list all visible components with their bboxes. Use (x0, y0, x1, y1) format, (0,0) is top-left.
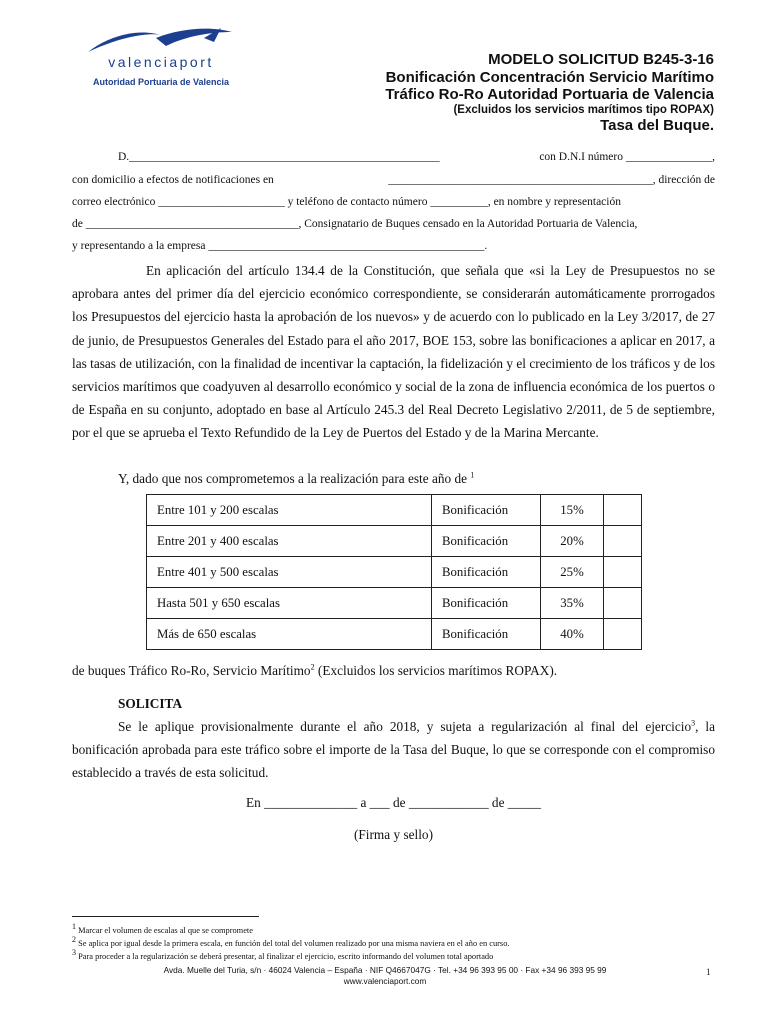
footnote-text: Se aplica por igual desde la primera escala, en función del total del volumen realizado por una misma naviera en el año en curso. (78, 939, 510, 948)
title-exclusion-note: (Excluidos los servicios marítimos tipo ROPAX) (453, 104, 714, 116)
range-cell: Hasta 501 y 650 escalas (147, 588, 432, 619)
applicant-name-line[interactable] (118, 150, 715, 164)
percent-cell: 25% (541, 557, 604, 588)
page-number: 1 (706, 967, 711, 977)
request-text-end: , la bonificación aprobada para este tráfico sobre el importe de la Tasa del Buque, lo que se corresponde con el compromiso establecido a través de esta solicitud. (72, 719, 715, 781)
label-cell: Bonificación (432, 588, 541, 619)
form-code-title: MODELO SOLICITUD B245-3-16 (488, 51, 714, 68)
checkbox-cell[interactable] (604, 557, 642, 588)
footer-website[interactable]: www.valenciaport.com (343, 976, 427, 986)
email-phone-line[interactable]: correo electrónico ______________________ y teléfono de contacto número __________, en nombre y representación (72, 196, 621, 208)
bird-logo-icon (86, 26, 236, 56)
footnote-text: Para proceder a la regularización se deberá presentar, al finalizar el ejercicio, escrito informando del volumen total aportado (78, 952, 494, 961)
footnote-number: 3 (72, 948, 76, 958)
title-line-3: Tráfico Ro-Ro Autoridad Portuaria de Valencia (385, 86, 714, 103)
footnote-text: Marcar el volumen de escalas al que se compromete (78, 926, 253, 935)
label-cell: Bonificación (432, 557, 541, 588)
footnote-2 (72, 935, 510, 950)
checkbox-cell[interactable] (604, 619, 642, 650)
signature-label: (Firma y sello) (353, 827, 434, 842)
range-cell: Entre 401 y 500 escalas (147, 557, 432, 588)
address-line[interactable] (72, 173, 715, 187)
address-label: con domicilio a efectos de notificaciones en (72, 174, 274, 186)
consignee-line[interactable]: de _____________________________________, Consignatario de Buques censado en la Autoridad Portuaria de Valencia, (72, 218, 638, 230)
volume-bonus-table (146, 494, 642, 650)
table-row (147, 588, 642, 619)
table-row (147, 557, 642, 588)
date-place-line[interactable]: En ______________ a ___ de ____________ de _____ (245, 795, 542, 810)
request-paragraph (72, 715, 715, 785)
range-cell: Entre 101 y 200 escalas (147, 495, 432, 526)
checkbox-cell[interactable] (604, 588, 642, 619)
footer-address: Avda. Muelle del Turia, s/n · 46024 Valencia – España · NIF Q4667047G · Tel. +34 96 393 95 00 · Fax +34 96 393 95 99 (163, 965, 607, 975)
label-cell: Bonificación (432, 619, 541, 650)
legal-basis-paragraph: En aplicación del artículo 134.4 de la Constitución, que señala que «si la Ley de Presupuestos no se aprobara antes del primer día del ejercicio económico correspondiente, se considerarán automáticamente prorrogados los Presupuestos del ejercicio hasta la aprobación de los nuevos» y de acuerdo con lo publicado en la Ley 3/2017, de 27 de junio, de Presupuestos Generales del Estado para el año 2017, BOE 153, sobre las bonificaciones a aplicar en 2017, a las tasas de utilización, con la finalidad de incentivar la captación, la fidelización y el crecimiento de los tráficos y de los servicios marítimos que coadyuven al desarrollo económico y social de la zona de influencia económica de los puertos o de España en su conjunto, adoptado en base al Artículo 245.3 del Real Decreto Legislativo 2/2011, de 5 de septiembre, por el que se aprueba el Texto Refundido de la Ley de Puertos del Estado y de la Marina Mercante. (72, 263, 715, 441)
footnote-divider (72, 916, 259, 917)
range-cell: Más de 650 escalas (147, 619, 432, 650)
traffic-type-text: de buques Tráfico Ro-Ro, Servicio Marítimo (72, 663, 311, 678)
traffic-type-sentence (72, 659, 715, 682)
logo-wordmark: valenciaport (108, 54, 214, 70)
company-line[interactable]: y representando a la empresa ________________________________________________. (72, 240, 488, 252)
table-row (147, 619, 642, 650)
footnote-number: 1 (72, 922, 76, 932)
applicant-name-field[interactable]: D.______________________________________________________ (118, 151, 440, 163)
footnote-3 (72, 948, 494, 963)
traffic-type-exclusion: (Excluidos los servicios marítimos ROPAX). (314, 663, 558, 678)
dni-field[interactable]: con D.N.I número _______________, (539, 151, 715, 163)
footnote-ref-2: 2 (310, 662, 315, 672)
logo-subtitle: Autoridad Portuaria de Valencia (92, 77, 230, 87)
address-field[interactable]: ______________________________________________, dirección de (388, 174, 715, 186)
percent-cell: 35% (541, 588, 604, 619)
label-cell: Bonificación (432, 526, 541, 557)
footnote-1 (72, 922, 253, 937)
label-cell: Bonificación (432, 495, 541, 526)
checkbox-cell[interactable] (604, 526, 642, 557)
percent-cell: 15% (541, 495, 604, 526)
table-row (147, 495, 642, 526)
footnote-ref-1: 1 (470, 470, 475, 480)
footnote-ref-3: 3 (691, 718, 696, 728)
title-tax-name: Tasa del Buque. (600, 117, 714, 134)
request-text-start: Se le aplique provisionalmente durante el año 2018, y sujeta a regularización al final del ejercicio (118, 719, 692, 734)
percent-cell: 20% (541, 526, 604, 557)
table-row (147, 526, 642, 557)
solicita-heading: SOLICITA (118, 696, 183, 711)
valenciaport-logo (86, 26, 236, 96)
checkbox-cell[interactable] (604, 495, 642, 526)
commitment-text: Y, dado que nos comprometemos a la realización para este año de (118, 471, 468, 486)
title-line-2: Bonificación Concentración Servicio Marítimo (385, 69, 714, 86)
range-cell: Entre 201 y 400 escalas (147, 526, 432, 557)
percent-cell: 40% (541, 619, 604, 650)
footnote-number: 2 (72, 935, 76, 945)
commitment-sentence (118, 467, 715, 490)
